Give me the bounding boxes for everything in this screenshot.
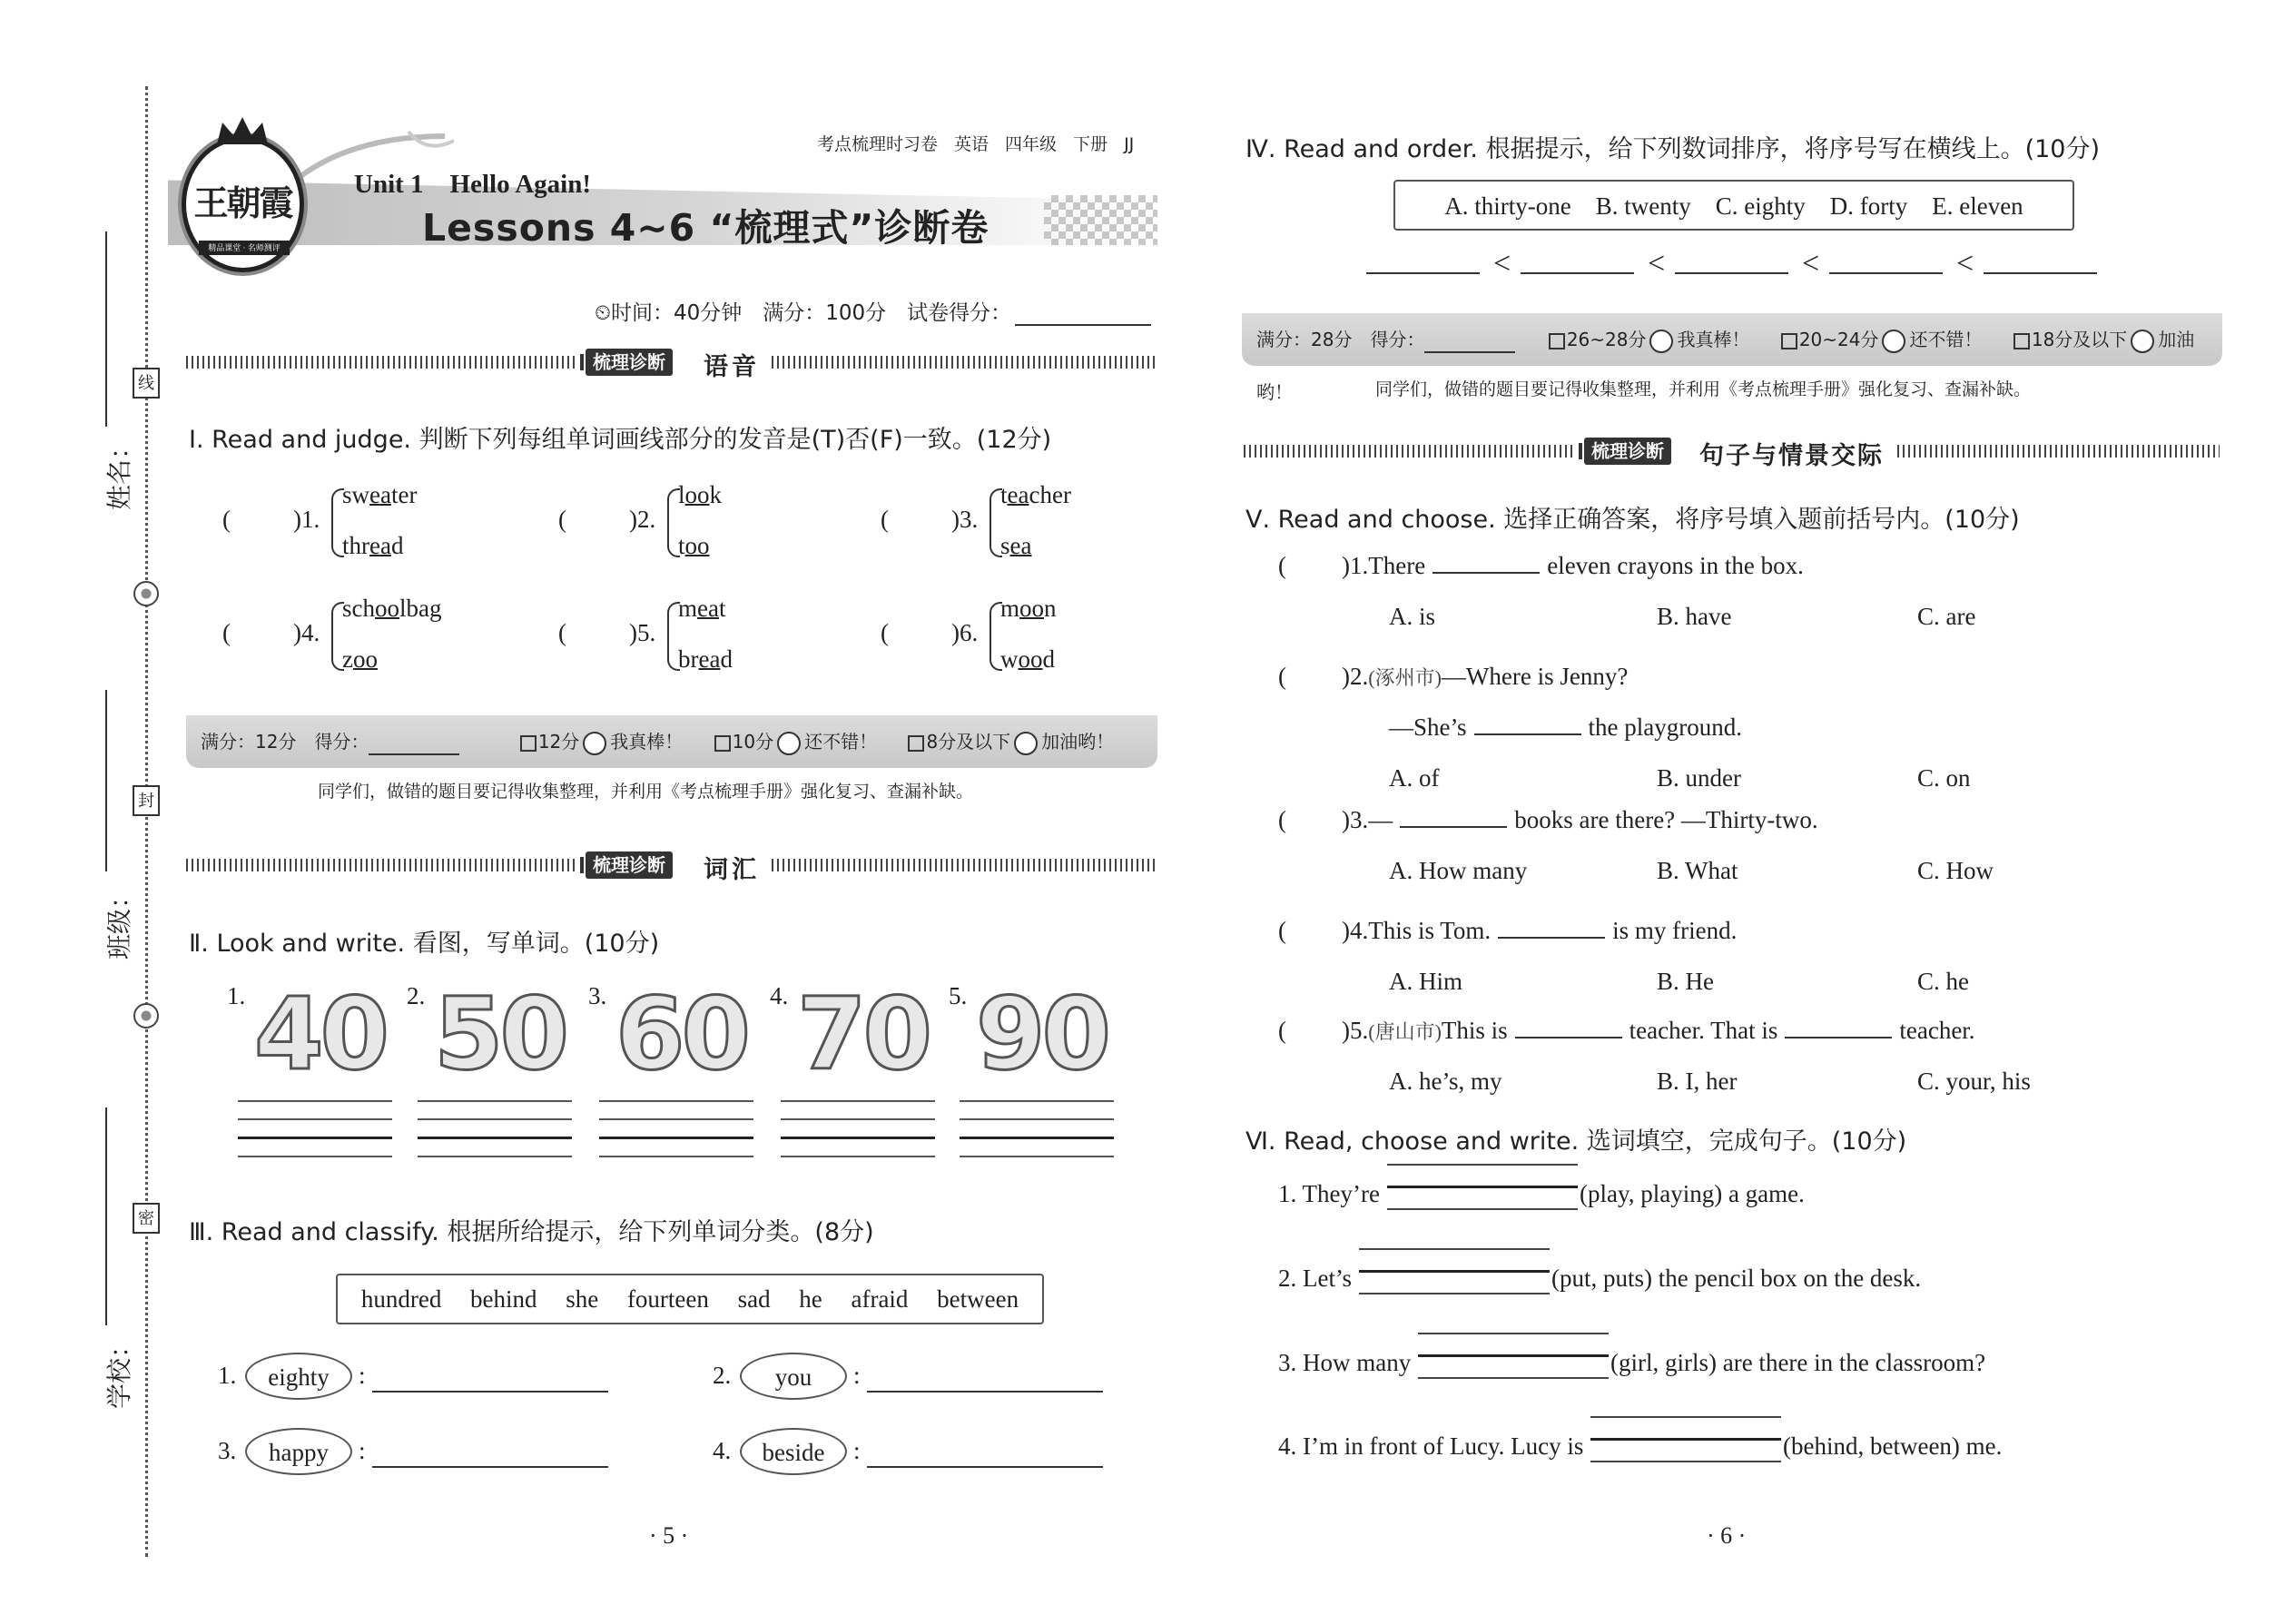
score-blank[interactable] bbox=[1424, 330, 1515, 353]
item-number: )6. bbox=[951, 619, 979, 646]
writing-line[interactable] bbox=[960, 1118, 1114, 1120]
name-field[interactable] bbox=[105, 231, 107, 427]
order-answer-line[interactable] bbox=[1521, 272, 1634, 274]
school-field[interactable] bbox=[105, 1107, 107, 1325]
choice-option[interactable]: A. he’s, my bbox=[1389, 1068, 1502, 1095]
fill-blank[interactable] bbox=[1433, 572, 1540, 574]
answer-paren[interactable]: ( bbox=[558, 506, 566, 533]
answer-paren[interactable]: ( bbox=[558, 619, 566, 646]
checkbox-icon[interactable] bbox=[520, 735, 537, 752]
item-number: 4. bbox=[770, 982, 789, 1009]
answer-paren[interactable]: ( bbox=[222, 506, 231, 533]
choice-option[interactable]: B. under bbox=[1657, 764, 1741, 792]
smiley-icon bbox=[2131, 330, 2154, 353]
writing-line[interactable] bbox=[238, 1137, 392, 1139]
section-separator bbox=[1897, 445, 2220, 458]
fill-blank[interactable] bbox=[1785, 1037, 1892, 1038]
order-options-box: A. thirty-one B. twenty C. eighty D. forty E. eleven bbox=[1393, 180, 2074, 231]
writing-line[interactable] bbox=[418, 1118, 572, 1120]
dashed-number-picture: 60 bbox=[615, 976, 748, 1092]
category-oval: eighty bbox=[245, 1353, 352, 1400]
smiley-icon bbox=[583, 732, 606, 755]
answer-line[interactable] bbox=[372, 1466, 608, 1468]
question-stem: )3.— books are there? —Thirty-two. bbox=[1342, 806, 1818, 833]
choice-option[interactable]: C. your, his bbox=[1917, 1068, 2031, 1095]
question-4-title: Ⅳ. Read and order. 根据提示，给下列数词排序，将序号写在横线上。(10分) bbox=[1245, 135, 2100, 163]
writing-line[interactable] bbox=[960, 1137, 1114, 1139]
checkbox-icon[interactable] bbox=[1549, 333, 1565, 349]
answer-paren[interactable]: ( bbox=[1278, 1017, 1286, 1044]
section-separator bbox=[186, 356, 576, 369]
checkbox-icon[interactable] bbox=[1781, 333, 1797, 349]
answer-paren[interactable]: ( bbox=[1278, 552, 1286, 579]
item-number: )5. bbox=[629, 619, 656, 646]
smiley-icon bbox=[1014, 732, 1038, 755]
dashed-number-picture: 90 bbox=[976, 976, 1108, 1092]
less-than-sign: < bbox=[1493, 247, 1511, 281]
item-number: 1. bbox=[227, 982, 246, 1009]
checkbox-icon[interactable] bbox=[908, 735, 924, 752]
choice-option[interactable]: B. What bbox=[1657, 857, 1738, 884]
score-bar-2: 满分：28分 得分： 26~28分 我真棒！ 20~24分 还不错！ 18分及以下 加油哟！ bbox=[1242, 313, 2222, 366]
section-tag: 梳理诊断 bbox=[586, 349, 673, 376]
crown-icon bbox=[215, 115, 270, 146]
smiley-icon bbox=[777, 732, 801, 755]
page-number-5: · 5 · bbox=[649, 1522, 689, 1549]
writing-line[interactable] bbox=[781, 1118, 935, 1120]
binding-tab-secret: 密 bbox=[133, 1203, 160, 1234]
choice-option[interactable]: A. of bbox=[1389, 764, 1440, 792]
answer-paren[interactable]: ( bbox=[1278, 663, 1286, 690]
item-number: )4. bbox=[293, 619, 320, 646]
section-separator bbox=[772, 356, 1157, 369]
category-oval: beside bbox=[740, 1428, 847, 1475]
question-stem: )1.There eleven crayons in the box. bbox=[1342, 552, 1804, 579]
score-bar-1: 满分：12分 得分： 12分 我真棒！ 10分 还不错！ 8分及以下 加油哟！ bbox=[186, 715, 1157, 768]
page-number-6: · 6 · bbox=[1707, 1522, 1747, 1549]
section-separator bbox=[186, 859, 576, 871]
choice-option[interactable]: C. are bbox=[1917, 603, 1976, 630]
fill-blank[interactable] bbox=[1498, 937, 1605, 939]
colon: : bbox=[853, 1362, 861, 1389]
question-stem: )2.(涿州市)—Where is Jenny? bbox=[1342, 663, 1629, 690]
score-blank[interactable] bbox=[369, 732, 459, 755]
phonics-word: teacher bbox=[1000, 481, 1071, 508]
answer-line[interactable] bbox=[372, 1391, 608, 1393]
question-stem: )4.This is Tom. is my friend. bbox=[1342, 917, 1738, 944]
order-answer-line[interactable] bbox=[1366, 272, 1480, 274]
less-than-sign: < bbox=[1648, 247, 1666, 281]
order-answer-line[interactable] bbox=[1984, 272, 2097, 274]
less-than-sign: < bbox=[1956, 247, 1974, 281]
phonics-word: meat bbox=[678, 595, 726, 622]
category-oval: you bbox=[740, 1353, 847, 1400]
section-tag: 梳理诊断 bbox=[1584, 438, 1671, 465]
choice-option[interactable]: C. How bbox=[1917, 857, 1994, 884]
writing-line[interactable] bbox=[960, 1156, 1114, 1157]
dashed-number-picture: 70 bbox=[797, 976, 930, 1092]
time-score-line: ⏲时间：40分钟 满分：100分 试卷得分： bbox=[595, 296, 1151, 326]
item-number: 3. bbox=[218, 1437, 237, 1464]
choice-option[interactable]: B. I, her bbox=[1657, 1068, 1738, 1095]
fill-blank[interactable] bbox=[1400, 826, 1507, 828]
sentence-suffix: (girl, girls) are there in the classroom? bbox=[1610, 1349, 1986, 1376]
binding-dotted-line bbox=[145, 86, 148, 1557]
phonics-word: schoolbag bbox=[342, 595, 442, 622]
phonics-word: zoo bbox=[342, 645, 378, 673]
writing-line[interactable] bbox=[599, 1100, 753, 1102]
writing-line[interactable] bbox=[599, 1137, 753, 1139]
header-checker-pattern bbox=[1044, 195, 1157, 245]
colon: : bbox=[853, 1437, 861, 1464]
answer-paren[interactable]: ( bbox=[1278, 917, 1286, 944]
fill-blank[interactable] bbox=[1515, 1037, 1622, 1038]
answer-paren[interactable]: ( bbox=[222, 619, 231, 646]
section-separator bbox=[1244, 445, 1575, 458]
colon: : bbox=[359, 1437, 366, 1464]
question-6-title: Ⅵ. Read, choose and write. 选词填空，完成句子。(10分) bbox=[1245, 1127, 1907, 1156]
phonics-word: bread bbox=[678, 645, 733, 673]
item-number: )3. bbox=[951, 506, 979, 533]
lesson-title: Lessons 4~6 “梳理式”诊断卷 bbox=[422, 206, 989, 250]
phonics-word: too bbox=[678, 532, 710, 559]
sentence-suffix: (play, playing) a game. bbox=[1580, 1180, 1805, 1207]
binding-tab-line: 线 bbox=[133, 368, 160, 399]
choice-option[interactable]: A. is bbox=[1389, 603, 1436, 630]
colon: : bbox=[359, 1362, 366, 1389]
writing-blank[interactable] bbox=[1387, 1164, 1578, 1210]
binding-knot-icon bbox=[133, 581, 159, 606]
smiley-icon bbox=[1649, 330, 1673, 353]
school-label: 学校： bbox=[104, 1332, 135, 1410]
sentence-suffix: (put, puts) the pencil box on the desk. bbox=[1551, 1265, 1922, 1292]
order-answer-line[interactable] bbox=[1829, 272, 1943, 274]
class-label: 班级： bbox=[104, 882, 135, 960]
answer-paren[interactable]: ( bbox=[881, 506, 889, 533]
question-stem-line-2: —She’s the playground. bbox=[1389, 714, 1742, 741]
writing-blank[interactable] bbox=[1359, 1248, 1550, 1294]
writing-line[interactable] bbox=[418, 1100, 572, 1102]
answer-paren[interactable]: ( bbox=[881, 619, 889, 646]
section-name-phonics: 语音 bbox=[704, 353, 760, 381]
writing-line[interactable] bbox=[238, 1156, 392, 1157]
review-note: 同学们，做错的题目要记得收集整理，并利用《考点梳理手册》强化复习、查漏补缺。 bbox=[318, 782, 974, 802]
sentence-suffix: (behind, between) me. bbox=[1783, 1432, 2003, 1460]
phonics-word: look bbox=[678, 481, 723, 508]
writing-line[interactable] bbox=[238, 1118, 392, 1120]
class-field[interactable] bbox=[105, 690, 107, 871]
choice-option[interactable]: B. have bbox=[1657, 603, 1732, 630]
writing-line[interactable] bbox=[599, 1156, 753, 1157]
sentence-prefix: 2. Let’s bbox=[1278, 1265, 1352, 1292]
phonics-word: sweater bbox=[342, 481, 418, 508]
phonics-word: moon bbox=[1000, 595, 1057, 622]
review-note: 同学们，做错的题目要记得收集整理，并利用《考点梳理手册》强化复习、查漏补缺。 bbox=[1375, 379, 2032, 399]
writing-line[interactable] bbox=[238, 1100, 392, 1102]
total-score-blank[interactable] bbox=[1015, 324, 1151, 326]
writing-line[interactable] bbox=[960, 1100, 1114, 1102]
dashed-number-picture: 50 bbox=[434, 976, 566, 1092]
item-number: 2. bbox=[407, 982, 426, 1009]
less-than-sign: < bbox=[1802, 247, 1820, 281]
section-name-vocabulary: 词汇 bbox=[704, 856, 760, 884]
order-answer-line[interactable] bbox=[1675, 272, 1788, 274]
item-number: 4. bbox=[713, 1437, 732, 1464]
fill-blank[interactable] bbox=[1474, 733, 1581, 735]
choice-option[interactable]: A. How many bbox=[1389, 857, 1528, 884]
question-stem: )5.(唐山市)This is teacher. That is teacher. bbox=[1342, 1017, 1975, 1044]
phonics-word: thread bbox=[342, 532, 404, 559]
choice-option[interactable]: B. He bbox=[1657, 968, 1714, 995]
phonics-word: sea bbox=[1000, 532, 1032, 559]
answer-paren[interactable]: ( bbox=[1278, 806, 1286, 833]
answer-line[interactable] bbox=[867, 1466, 1103, 1468]
writing-blank[interactable] bbox=[1418, 1333, 1609, 1379]
question-1-title: Ⅰ. Read and judge. 判断下列每组单词画线部分的发音是(T)否(F)一致。(12分) bbox=[189, 426, 1052, 454]
name-label: 姓名： bbox=[104, 433, 135, 511]
writing-line[interactable] bbox=[781, 1100, 935, 1102]
section-separator bbox=[772, 859, 1157, 871]
unit-title: Unit 1 Hello Again! bbox=[354, 170, 592, 199]
writing-line[interactable] bbox=[418, 1156, 572, 1157]
item-number: 2. bbox=[713, 1362, 732, 1389]
smiley-icon bbox=[1882, 330, 1905, 353]
binding-knot-icon bbox=[133, 1003, 159, 1029]
category-oval: happy bbox=[245, 1428, 352, 1475]
word-bank: hundred behind she fourteen sad he afraid between bbox=[336, 1274, 1044, 1324]
item-number: 5. bbox=[949, 982, 968, 1009]
sentence-prefix: 4. I’m in front of Lucy. Lucy is bbox=[1278, 1432, 1584, 1460]
dashed-number-picture: 40 bbox=[254, 976, 387, 1092]
header-meta: 考点梳理时习卷 英语 四年级 下册 JJ bbox=[817, 134, 1135, 154]
answer-line[interactable] bbox=[867, 1391, 1103, 1393]
checkbox-icon[interactable] bbox=[2013, 333, 2030, 349]
choice-option[interactable]: A. Him bbox=[1389, 968, 1462, 995]
sentence-prefix: 1. They’re bbox=[1278, 1180, 1380, 1207]
section-name-sentences: 句子与情景交际 bbox=[1699, 442, 1884, 470]
choice-option[interactable]: C. on bbox=[1917, 764, 1971, 792]
item-number: 1. bbox=[218, 1362, 237, 1389]
question-5-title: Ⅴ. Read and choose. 选择正确答案，将序号填入题前括号内。(10分) bbox=[1245, 506, 2020, 534]
writing-line[interactable] bbox=[781, 1137, 935, 1139]
question-3-title: Ⅲ. Read and classify. 根据所给提示，给下列单词分类。(8分) bbox=[189, 1218, 874, 1246]
binding-tab-seal: 封 bbox=[133, 785, 160, 816]
question-2-title: Ⅱ. Look and write. 看图，写单词。(10分) bbox=[189, 930, 660, 958]
phonics-word: wood bbox=[1000, 645, 1055, 673]
writing-line[interactable] bbox=[418, 1137, 572, 1139]
item-number: 3. bbox=[588, 982, 607, 1009]
section-tag: 梳理诊断 bbox=[586, 851, 673, 879]
choice-option[interactable]: C. he bbox=[1917, 968, 1969, 995]
item-number: )2. bbox=[629, 506, 656, 533]
writing-line[interactable] bbox=[599, 1118, 753, 1120]
checkbox-icon[interactable] bbox=[714, 735, 731, 752]
brand-logo: 王朝霞 精品课堂 · 名师测评 bbox=[182, 136, 304, 272]
writing-line[interactable] bbox=[781, 1156, 935, 1157]
item-number: )1. bbox=[293, 506, 320, 533]
writing-blank[interactable] bbox=[1590, 1416, 1781, 1462]
sentence-prefix: 3. How many bbox=[1278, 1349, 1412, 1376]
